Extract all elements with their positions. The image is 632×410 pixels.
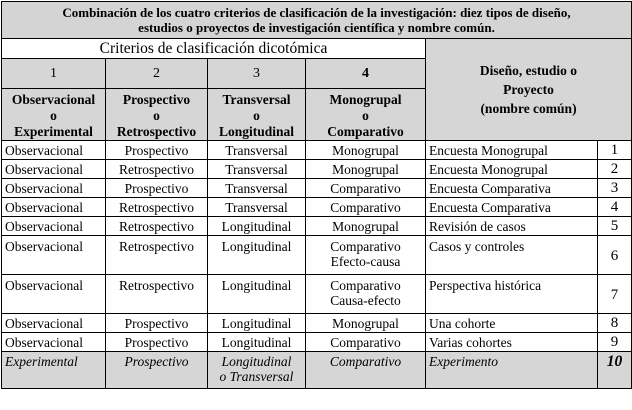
criterion-3-cell-line: Longitudinal — [221, 354, 292, 369]
criterion-4-cell: Comparativo — [306, 198, 426, 217]
design-name-cell: Perspectiva histórica — [426, 275, 598, 314]
criterion-2-a: Prospectivo — [122, 92, 191, 107]
criterion-3-cell — [208, 352, 306, 389]
table-row — [2, 236, 632, 275]
row-number-cell: 5 — [598, 217, 632, 236]
criterion-3-cell: Longitudinal — [208, 314, 306, 333]
classification-table — [1, 1, 632, 389]
criterion-4-b: Comparativo — [327, 124, 404, 139]
caption-row — [2, 2, 632, 39]
criterion-3-cell: Transversal — [208, 179, 306, 198]
row-number-cell: 10 — [598, 352, 632, 389]
criterion-4-cell: Monogrupal — [306, 160, 426, 179]
criterion-number-4: 4 — [306, 59, 426, 89]
design-header — [426, 39, 632, 141]
criteria-title-row — [2, 39, 632, 59]
criterion-2-cell: Retrospectivo — [106, 217, 208, 236]
criterion-4-cell-line: Comparativo — [330, 239, 401, 254]
criterion-label-3 — [208, 89, 306, 141]
criterion-3-cell: Longitudinal — [208, 275, 306, 314]
criterion-1-a: Observacional — [11, 92, 96, 107]
design-name-cell: Encuesta Comparativa — [426, 198, 598, 217]
criterion-2-cell: Retrospectivo — [106, 160, 208, 179]
criterion-3-cell: Longitudinal — [208, 236, 306, 275]
criterion-4-cell: Monogrupal — [306, 314, 426, 333]
criterion-3-cell: Transversal — [208, 141, 306, 160]
table-row — [2, 275, 632, 314]
criterion-1-cell: Experimental — [2, 352, 106, 389]
caption-line-2: estudios o proyectos de investigación científica y nombre común. — [138, 20, 495, 35]
criterion-3-o: o — [253, 108, 260, 123]
criteria-title: Criterios de clasificación dicotómica — [2, 39, 426, 59]
row-number-cell: 3 — [598, 179, 632, 198]
criterion-4-cell-line: Comparativo — [330, 278, 401, 293]
row-number-cell: 1 — [598, 141, 632, 160]
design-header-line-2: Proyecto — [503, 82, 554, 97]
table-row — [2, 217, 632, 236]
criterion-1-cell: Observacional — [2, 333, 106, 352]
criterion-4-cell: Comparativo — [306, 179, 426, 198]
table-row — [2, 314, 632, 333]
criterion-2-cell: Prospectivo — [106, 141, 208, 160]
design-name-cell: Casos y controles — [426, 236, 598, 275]
criterion-3-cell: Longitudinal — [208, 333, 306, 352]
row-number-cell: 2 — [598, 160, 632, 179]
criterion-label-1 — [2, 89, 106, 141]
table-row — [2, 141, 632, 160]
criterion-2-cell: Retrospectivo — [106, 236, 208, 275]
design-name-cell: Revisión de casos — [426, 217, 598, 236]
design-name-cell: Experimento — [426, 352, 598, 389]
criterion-number-1: 1 — [2, 59, 106, 89]
criterion-2-b: Retrospectivo — [116, 124, 197, 139]
design-name-cell: Encuesta Comparativa — [426, 179, 598, 198]
criterion-2-cell: Prospectivo — [106, 314, 208, 333]
criterion-1-b: Experimental — [14, 124, 93, 139]
criterion-1-cell: Observacional — [2, 141, 106, 160]
criterion-label-2 — [106, 89, 208, 141]
design-name-cell: Una cohorte — [426, 314, 598, 333]
criterion-4-a: Monogrupal — [329, 92, 402, 107]
design-header-line-1: Diseño, estudio o — [479, 63, 578, 78]
criterion-4-cell: Comparativo — [306, 352, 426, 389]
criterion-1-cell: Observacional — [2, 217, 106, 236]
criterion-2-cell: Prospectivo — [106, 179, 208, 198]
criterion-3-cell: Transversal — [208, 160, 306, 179]
criterion-label-4 — [306, 89, 426, 141]
criterion-3-b: Longitudinal — [218, 124, 295, 139]
criterion-4-cell: Monogrupal — [306, 217, 426, 236]
criterion-1-cell: Observacional — [2, 236, 106, 275]
table-row — [2, 333, 632, 352]
table-caption — [2, 2, 632, 39]
criterion-3-cell-line: o Transversal — [219, 369, 294, 384]
criterion-3-a: Transversal — [222, 92, 291, 107]
criterion-4-o: o — [362, 108, 369, 123]
table-row — [2, 198, 632, 217]
design-name-cell: Encuesta Monogrupal — [426, 160, 598, 179]
design-name-cell: Varias cohortes — [426, 333, 598, 352]
criterion-2-cell: Retrospectivo — [106, 198, 208, 217]
caption-line-1: Combinación de los cuatro criterios de clasificación de la investigación: diez tipos de diseño, — [62, 5, 571, 20]
criterion-number-3: 3 — [208, 59, 306, 89]
criterion-1-o: o — [50, 108, 57, 123]
criterion-2-o: o — [153, 108, 160, 123]
table-row — [2, 160, 632, 179]
table-row-experimental — [2, 352, 632, 389]
criterion-number-2: 2 — [106, 59, 208, 89]
row-number-cell: 4 — [598, 198, 632, 217]
criterion-4-cell — [306, 275, 426, 314]
row-number-cell: 7 — [598, 275, 632, 314]
criterion-4-cell-line: Causa-efecto — [330, 293, 401, 308]
criterion-2-cell: Prospectivo — [106, 352, 208, 389]
row-number-cell: 9 — [598, 333, 632, 352]
criterion-3-cell: Transversal — [208, 198, 306, 217]
row-number-cell: 8 — [598, 314, 632, 333]
criterion-4-cell — [306, 236, 426, 275]
row-number-cell: 6 — [598, 236, 632, 275]
criterion-4-cell: Monogrupal — [306, 141, 426, 160]
criterion-1-cell: Observacional — [2, 314, 106, 333]
criterion-4-cell-line: Efecto-causa — [330, 254, 401, 269]
criterion-4-cell: Comparativo — [306, 333, 426, 352]
criterion-2-cell: Retrospectivo — [106, 275, 208, 314]
table-row — [2, 179, 632, 198]
criterion-1-cell: Observacional — [2, 160, 106, 179]
criterion-2-cell: Prospectivo — [106, 333, 208, 352]
criterion-1-cell: Observacional — [2, 179, 106, 198]
criterion-3-cell: Longitudinal — [208, 217, 306, 236]
criterion-1-cell: Observacional — [2, 275, 106, 314]
design-name-cell: Encuesta Monogrupal — [426, 141, 598, 160]
design-header-line-3: (nombre común) — [480, 101, 577, 116]
criterion-1-cell: Observacional — [2, 198, 106, 217]
